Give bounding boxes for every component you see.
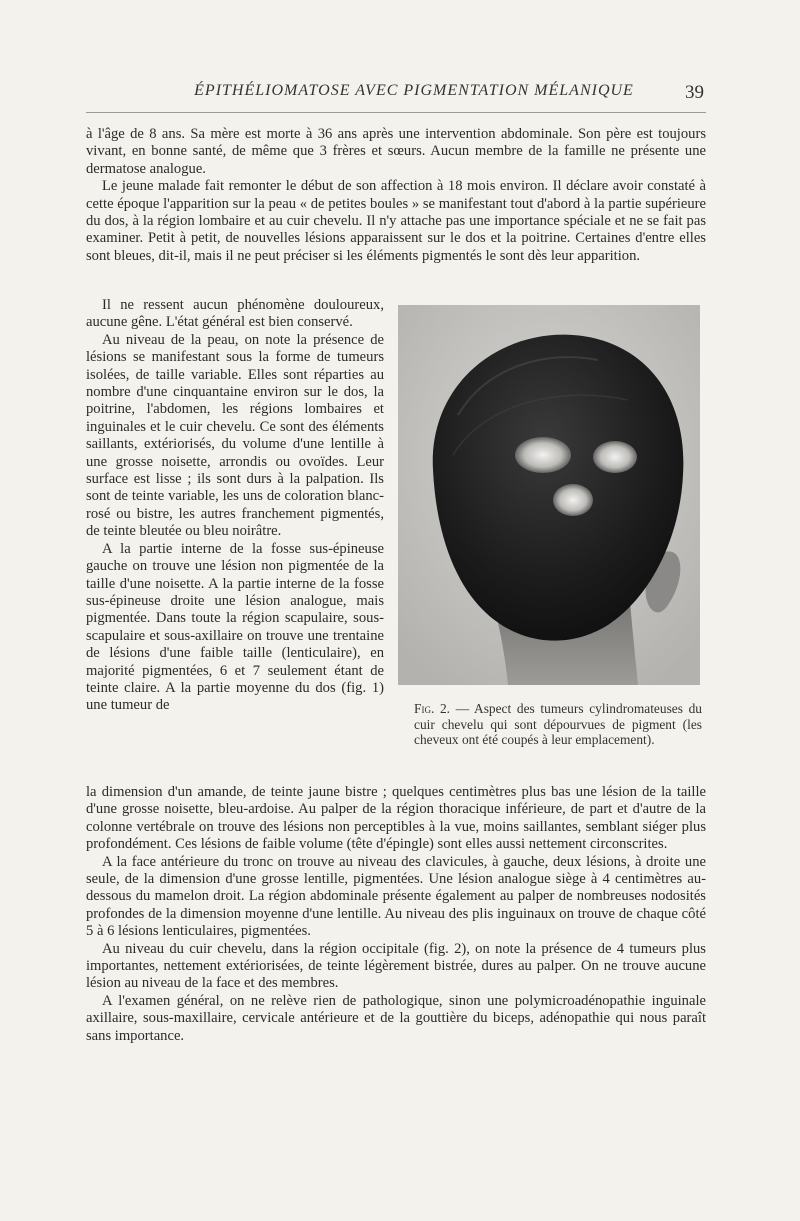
scalp-tumor [553, 484, 593, 516]
paragraph-scapular-lesions: A la partie interne de la fosse sus-épineuse gauche on trouve une lésion non pigmentée de la taille d'une noisette. A la partie interne de la fosse sus-épineuse droite une lésion analogue, mais pigmentée. Dans toute la région scapulaire, sous-scapulaire et sous-axillaire on trouve une trentaine de lésions d'une faible taille (lenticulaire), en majorité pigmentées, 6 et 7 seulement étant de teinte claire. A la partie moyenne du dos (fig. 1) une tumeur de [86, 540, 384, 714]
scalp-tumor [593, 441, 637, 473]
running-head [86, 82, 706, 110]
top-text-block [86, 126, 706, 265]
paragraph-skin-lesions: Au niveau de la peau, on note la présence de lésions se manifestant sous la forme de tumeurs isolées, de taille variable. Elles sont réparties au nombre d'une cinquantaine environ sur le dos, la poitrine, l'abdomen, les régions lombaires et inguinales et le cuir chevelu. Ce sont des éléments saillants, extériorisés, du volume d'une lentille à une grosse noisette, arrondis ou ovoïdes. Leur surface est lisse ; ils sont durs à la palpation. Ils sont de teinte variable, les uns de coloration blanc-rosé ou bistre, les autres franchement pigmentés, de teinte bleutée ou bleu noirâtre. [86, 331, 384, 540]
figure-2-photograph [398, 305, 700, 685]
paragraph-general-state: Il ne ressent aucun phénomène douloureux, aucune gêne. L'état général est bien conservé. [86, 297, 384, 331]
paragraph-onset: Le jeune malade fait remonter le début de son affection à 18 mois environ. Il déclare avoir constaté à cette époque l'apparition sur la peau « de petites boules » se manifestant tout d'abord à la partie supérieure du dos, à la région lombaire et au cuir chevelu. Il n'y attache pas une importance spéciale et ne se fait pas examiner. Petit à petit, de nouvelles lésions apparaissent sur le dos et la poitrine. Certaines d'entre elles sont bleues, dit-il, mais il ne peut préciser si les éléments pigmentés le sont dès leur apparition. [86, 178, 706, 264]
left-column-text [86, 297, 384, 715]
figure-caption [414, 701, 702, 748]
page-number: 39 [685, 82, 704, 103]
scalp-tumor [515, 437, 571, 473]
paragraph-general-exam: A l'examen général, on ne relève rien de pathologique, sinon une polymicroadénopathie inguinale axillaire, sous-maxillaire, cervicale antérieure et de la gouttière du biceps, adénopathie qui nous paraît sans importance. [86, 992, 706, 1044]
bottom-text-block [86, 784, 706, 1045]
paragraph-family-history: à l'âge de 8 ans. Sa mère est morte à 36 ans après une intervention abdominale. Son père est toujours vivant, en bonne santé, de même que 3 frères et sœurs. Aucun membre de la famille ne présente une dermatose analogue. [86, 126, 706, 177]
figure-caption-text: — Aspect des tumeurs cylindromateuses du cuir chevelu qui sont dépourvues de pigment (les cheveux ont été coupés à leur emplacement). [414, 701, 702, 748]
paragraph-anterior-trunk: A la face antérieure du tronc on trouve au niveau des clavicules, à gauche, deux lésions, à droite une seule, de la dimension d'une grosse lentille, pigmentées. Une lésion analogue siège à 4 centimètres au-dessous du mamelon droit. La région abdominale présente également au palper de nombreuses nodosités profondes de la dimension moyenne d'une lentille. Au niveau des plis inguinaux on trouve de chaque côté 5 à 6 lésions lenticulaires, pigmentées. [86, 853, 706, 940]
scalp-photo-illustration [398, 305, 700, 685]
paragraph-scalp: Au niveau du cuir chevelu, dans la région occipitale (fig. 2), on note la présence de 4 tumeurs plus importantes, nettement extériorisées, de teinte légèrement bistrée, dures au palper. On ne trouve aucune lésion au niveau de la face et des membres. [86, 940, 706, 992]
header-rule [86, 112, 706, 113]
paragraph-dorsal-lesions: la dimension d'un amande, de teinte jaune bistre ; quelques centimètres plus bas une lésion de la taille d'une grosse noisette, bleu-ardoise. Au palper de la région thoracique inférieure, de part et d'autre de la colonne vertébrale on trouve des lésions non perceptibles à la vue, moins saillantes, semblant siéger plus profondément. Ces lésions de faible volume (tête d'épingle) sont elles aussi nettement circonscrites. [86, 784, 706, 853]
running-head-title: ÉPITHÉLIOMATOSE AVEC PIGMENTATION MÉLANIQUE [194, 82, 634, 99]
figure-label: Fig. 2. [414, 701, 451, 716]
